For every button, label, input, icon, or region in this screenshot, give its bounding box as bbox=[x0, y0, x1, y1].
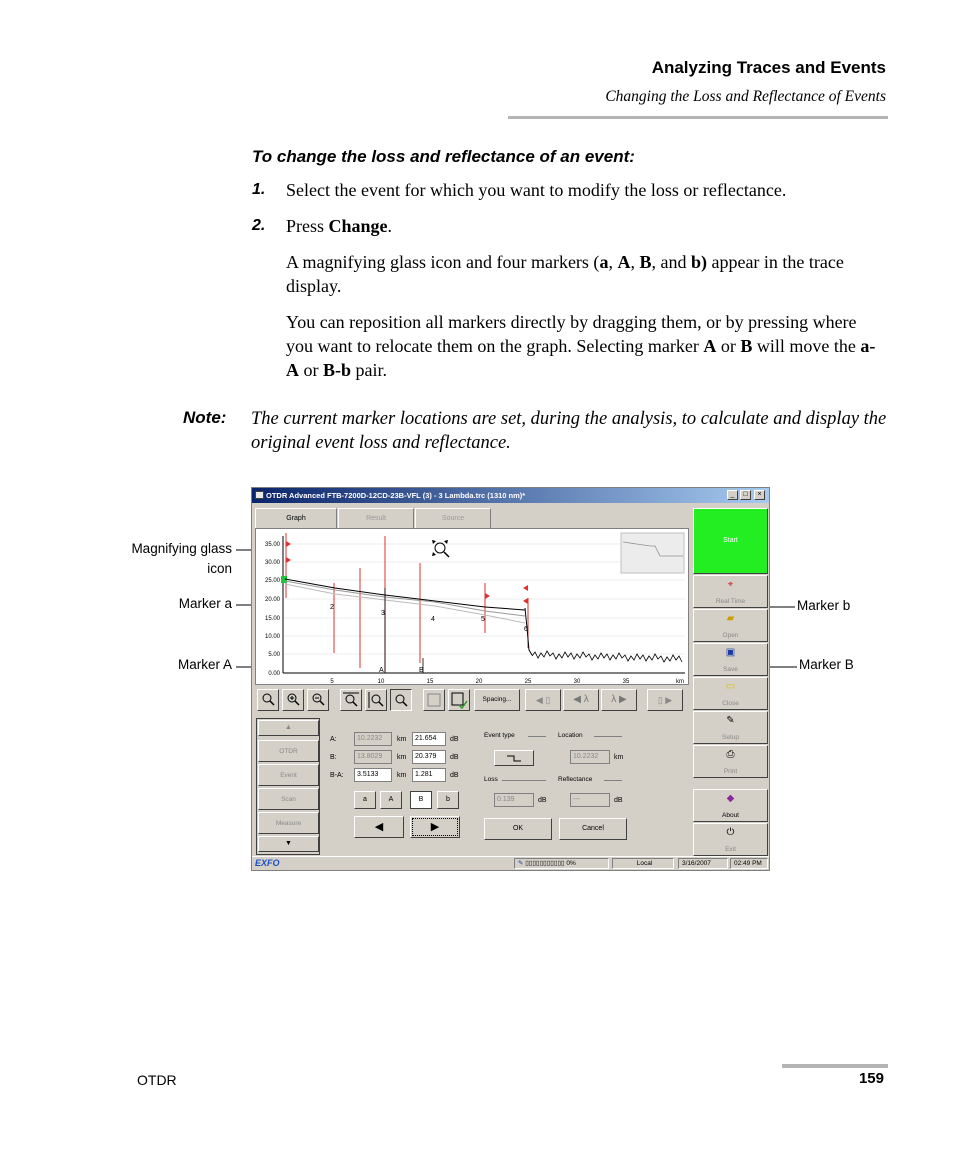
footer-rule bbox=[782, 1064, 888, 1068]
about-book-icon: ◆ bbox=[726, 793, 735, 804]
tab-graph[interactable]: Graph bbox=[255, 508, 337, 528]
callout-magnifying-glass: Magnifying glass icon bbox=[131, 541, 232, 576]
zoom-area-icon[interactable] bbox=[257, 689, 279, 711]
real-time-icon: ⌖ bbox=[727, 579, 734, 590]
power-icon: ⏻ bbox=[726, 827, 735, 838]
maximize-icon[interactable]: □ bbox=[740, 490, 751, 500]
y-tick: 5.00 bbox=[268, 652, 280, 658]
ba-db-field: 1.281 bbox=[412, 768, 446, 782]
b-km-field: 13.8029 bbox=[354, 750, 392, 764]
real-time-button[interactable]: ⌖ Real Time bbox=[693, 575, 768, 608]
menu-otdr[interactable]: OTDR bbox=[258, 740, 319, 762]
step-1-number: 1. bbox=[252, 181, 266, 198]
ba-km-field: 3.5133 bbox=[354, 768, 392, 782]
loss-rule bbox=[502, 780, 546, 781]
tab-result[interactable]: Result bbox=[338, 508, 414, 528]
event-number: 2 bbox=[330, 604, 334, 611]
b-db-unit: dB bbox=[450, 754, 459, 761]
location-label: Location bbox=[558, 732, 583, 739]
otdr-screenshot bbox=[251, 487, 770, 871]
paragraph-markers: A magnifying glass icon and four markers (a, A, B, and b) appear in the trace display. bbox=[286, 252, 844, 296]
zoom-in-icon[interactable] bbox=[282, 689, 304, 711]
x-tick: 20 bbox=[475, 679, 483, 685]
fit-icon[interactable] bbox=[423, 689, 445, 711]
save-disk-icon: ▣ bbox=[725, 647, 736, 658]
menu-measure[interactable]: Measure bbox=[258, 812, 319, 834]
y-tick: 30.00 bbox=[264, 560, 280, 566]
menu-scan[interactable]: Scan bbox=[258, 788, 319, 810]
event-number: 6 bbox=[524, 626, 528, 633]
a-db-unit: dB bbox=[450, 736, 459, 743]
b-label: B: bbox=[330, 754, 337, 761]
a-db-field: 21.654 bbox=[412, 732, 446, 746]
reflectance-unit: dB bbox=[614, 797, 623, 804]
zoom-horizontal-icon[interactable] bbox=[340, 689, 362, 711]
event-number: 5 bbox=[481, 616, 485, 623]
x-tick: 15 bbox=[426, 679, 434, 685]
reflectance-field: --- bbox=[570, 793, 610, 807]
window-titlebar bbox=[252, 488, 769, 503]
mode-field: Local bbox=[612, 858, 674, 869]
about-button[interactable]: ◆ About bbox=[693, 789, 768, 822]
marker-B-label: B bbox=[419, 667, 424, 674]
side-menu bbox=[256, 718, 320, 855]
scroll-down-icon[interactable]: ▼ bbox=[258, 836, 319, 852]
loss-field: 0.139 bbox=[494, 793, 534, 807]
printer-icon: ⎙ bbox=[726, 749, 735, 760]
exfo-logo: EXFO bbox=[255, 858, 280, 868]
a-km-unit: km bbox=[397, 736, 407, 743]
move-right-icon[interactable]: ▶ bbox=[410, 816, 460, 838]
x-tick: 30 bbox=[573, 679, 581, 685]
ok-button[interactable]: OK bbox=[484, 818, 552, 840]
setup-button[interactable]: ✎ Setup bbox=[693, 711, 768, 744]
spacing-button[interactable]: Spacing... bbox=[474, 689, 520, 711]
section-subtitle: Changing the Loss and Reflectance of Events bbox=[605, 88, 886, 105]
app-icon bbox=[255, 491, 264, 499]
overview-thumbnail[interactable] bbox=[621, 533, 684, 573]
next-trace-icon[interactable]: ▯ ▶ bbox=[647, 689, 683, 711]
menu-event[interactable]: Event bbox=[258, 764, 319, 786]
zoom-out-icon[interactable] bbox=[307, 689, 329, 711]
page-number: 159 bbox=[858, 1070, 884, 1087]
footer-product: OTDR bbox=[137, 1072, 177, 1088]
marker-a-button[interactable]: a bbox=[354, 791, 376, 809]
open-folder-icon: ▰ bbox=[726, 613, 735, 624]
y-tick: 15.00 bbox=[264, 616, 280, 622]
event-type-button[interactable] bbox=[494, 750, 534, 766]
next-wavelength-icon[interactable]: λ ▶ bbox=[601, 689, 637, 711]
scroll-up-icon[interactable]: ▲ bbox=[258, 720, 319, 736]
tab-source[interactable]: Source bbox=[415, 508, 491, 528]
y-tick: 10.00 bbox=[264, 634, 280, 640]
reflectance-label: Reflectance bbox=[558, 776, 593, 783]
close-icon[interactable]: × bbox=[754, 490, 765, 500]
a-label: A: bbox=[330, 736, 337, 743]
window-title: OTDR Advanced FTB-7200D-12CD-23B-VFL (3) - 3 Lambda.trc (1310 nm)* bbox=[266, 491, 526, 500]
magnifying-glass-icon[interactable] bbox=[432, 540, 449, 557]
step-1-text: Select the event for which you want to modify the loss or reflectance. bbox=[286, 180, 787, 200]
marker-A-button[interactable]: A bbox=[380, 791, 402, 809]
y-tick: 20.00 bbox=[264, 597, 280, 603]
cancel-button[interactable]: Cancel bbox=[559, 818, 627, 840]
callout-marker-a: Marker a bbox=[178, 596, 232, 611]
paragraph-reposition: You can reposition all markers directly by dragging them, or by pressing where you want to relocate them on the graph. Selecting marker A or B will move the a-A or B-b pair. bbox=[286, 312, 876, 380]
move-left-icon[interactable]: ◀ bbox=[354, 816, 404, 838]
plug-icon: ✎ bbox=[518, 860, 524, 867]
close-folder-icon: ▭ bbox=[725, 681, 736, 692]
progress-field: ✎ ▯▯▯▯▯▯▯▯▯▯▯ 0% bbox=[514, 858, 609, 869]
note-label: Note: bbox=[183, 408, 227, 427]
loss-label: Loss bbox=[484, 776, 498, 783]
callout-marker-B: Marker B bbox=[799, 657, 854, 672]
event-number: 4 bbox=[431, 616, 435, 623]
location-rule bbox=[594, 736, 622, 737]
setup-icon: ✎ bbox=[726, 715, 735, 726]
x-tick: 35 bbox=[622, 679, 630, 685]
ba-db-unit: dB bbox=[450, 772, 459, 779]
y-tick: 0.00 bbox=[268, 671, 280, 677]
location-unit: km bbox=[614, 754, 624, 761]
time-field: 02:49 PM bbox=[730, 858, 768, 869]
y-tick: 25.00 bbox=[264, 578, 280, 584]
event-type-rule bbox=[528, 736, 546, 737]
minimize-icon[interactable]: _ bbox=[727, 490, 738, 500]
close-button[interactable]: ▭ Close bbox=[693, 677, 768, 710]
print-button[interactable]: ⎙ Print bbox=[693, 745, 768, 778]
marker-zoom-icon[interactable] bbox=[390, 689, 412, 711]
step-2-text: Press Change. bbox=[286, 216, 393, 236]
start-button[interactable]: Start bbox=[693, 508, 768, 574]
exit-button[interactable]: ⏻ Exit bbox=[693, 823, 768, 856]
x-tick: 25 bbox=[524, 679, 532, 685]
open-button[interactable]: ▰ Open bbox=[693, 609, 768, 642]
a-km-field: 10.2232 bbox=[354, 732, 392, 746]
callout-marker-A: Marker A bbox=[177, 657, 232, 672]
section-title: Analyzing Traces and Events bbox=[651, 58, 886, 77]
save-button[interactable]: ▣ Save bbox=[693, 643, 768, 676]
date-field: 3/16/2007 bbox=[678, 858, 728, 869]
procedure-title: To change the loss and reflectance of an event: bbox=[252, 147, 635, 166]
loss-unit: dB bbox=[538, 797, 547, 804]
marker-B-button[interactable]: B bbox=[410, 791, 432, 809]
event-number: 3 bbox=[381, 610, 385, 617]
x-tick: 10 bbox=[377, 679, 385, 685]
event-type-label: Event type bbox=[484, 732, 515, 739]
x-tick: km bbox=[676, 679, 684, 685]
otdr-trace-graph[interactable] bbox=[255, 528, 689, 685]
step-2-number: 2. bbox=[252, 217, 266, 234]
note-text: The current marker locations are set, during the analysis, to calculate and display the original event loss and reflectance. bbox=[251, 409, 887, 453]
marker-A-label: A bbox=[379, 667, 384, 674]
location-field: 10.2232 bbox=[570, 750, 610, 764]
previous-trace-icon[interactable]: ◀ ▯ bbox=[525, 689, 561, 711]
b-km-unit: km bbox=[397, 754, 407, 761]
event-zoom-icon[interactable] bbox=[448, 689, 470, 711]
ba-label: B-A: bbox=[330, 772, 344, 779]
x-tick: 5 bbox=[330, 679, 334, 685]
b-db-field: 20.379 bbox=[412, 750, 446, 764]
ba-km-unit: km bbox=[397, 772, 407, 779]
callout-marker-b: Marker b bbox=[797, 598, 851, 613]
marker-b-button[interactable]: b bbox=[437, 791, 459, 809]
zoom-vertical-icon[interactable] bbox=[365, 689, 387, 711]
reflectance-rule bbox=[604, 780, 622, 781]
y-tick: 35.00 bbox=[264, 542, 280, 548]
previous-wavelength-icon[interactable]: ◀ λ bbox=[563, 689, 599, 711]
